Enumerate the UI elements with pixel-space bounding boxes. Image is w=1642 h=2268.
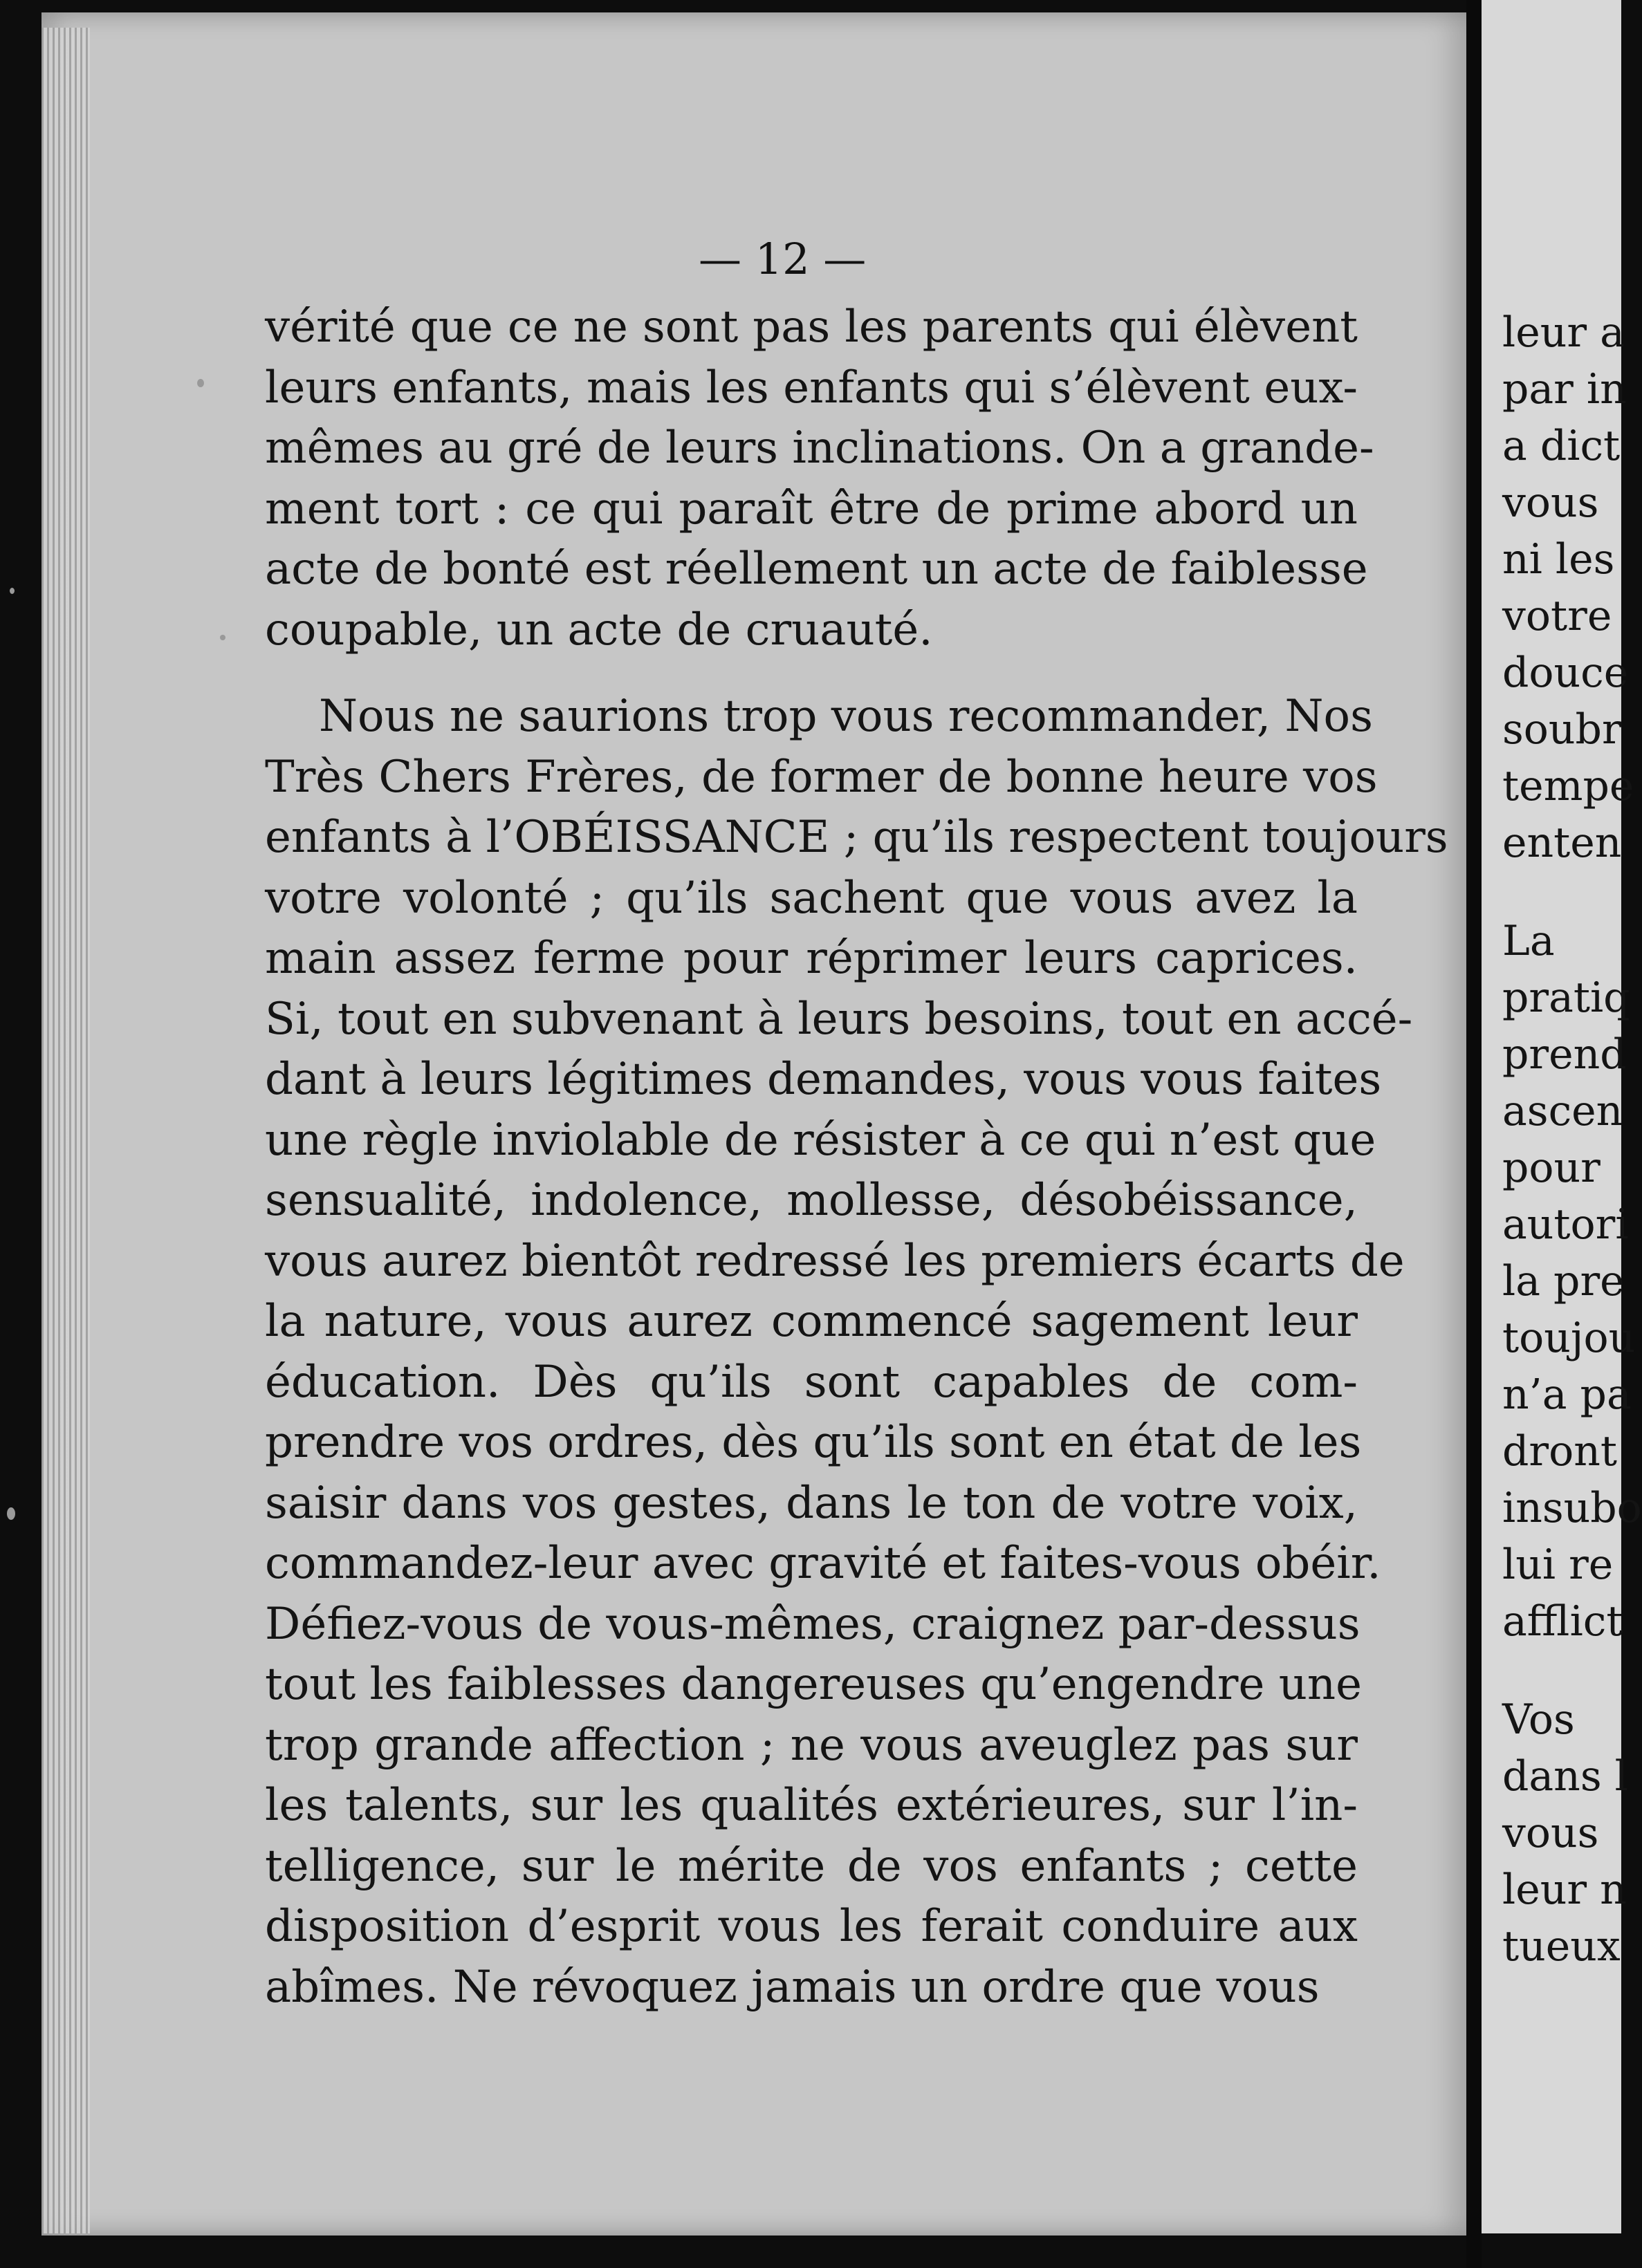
right-page-line: vous bbox=[1502, 478, 1599, 527]
text-line: commandez-leur avec gravité et faites-vous obéir. bbox=[265, 1538, 1381, 1589]
right-page-line: leur n bbox=[1502, 1866, 1627, 1914]
text-line: votre volonté ; qu’ils sachent que vous avez la bbox=[265, 872, 1358, 924]
text-line: les talents, sur les qualités extérieures, sur l’in- bbox=[265, 1780, 1358, 1831]
text-line: prendre vos ordres, dès qu’ils sont en état de les bbox=[265, 1417, 1362, 1468]
right-page-line: ascen bbox=[1502, 1087, 1623, 1135]
paragraph-gap bbox=[1502, 871, 1642, 913]
text-line: saisir dans vos gestes, dans le ton de votre voix, bbox=[265, 1477, 1358, 1529]
text-line: acte de bonté est réellement un acte de faiblesse bbox=[265, 543, 1368, 595]
right-page-line: dans l bbox=[1502, 1752, 1628, 1801]
right-page-line: enten bbox=[1502, 819, 1622, 867]
paragraph bbox=[265, 687, 1448, 2018]
text-line: abîmes. Ne révoquez jamais un ordre que vous bbox=[265, 1961, 1320, 2013]
book-gutter bbox=[1466, 0, 1482, 2268]
text-line: la nature, vous aurez commencé sagement leur bbox=[265, 1296, 1358, 1347]
text-line: trop grande affection ; ne vous aveuglez pas sur bbox=[265, 1719, 1358, 1771]
text-line: tout les faiblesses dangereuses qu’engendre une bbox=[265, 1659, 1362, 1710]
right-page-line: insubo bbox=[1502, 1484, 1642, 1532]
text-line: une règle inviolable de résister à ce qui n’est que bbox=[265, 1114, 1376, 1166]
text-line: leurs enfants, mais les enfants qui s’élèvent eux- bbox=[265, 362, 1358, 413]
dust-speck bbox=[10, 588, 15, 594]
right-page-line: afflict bbox=[1502, 1597, 1623, 1646]
right-page-line: leur a bbox=[1502, 308, 1625, 357]
text-line: mêmes au gré de leurs inclinations. On a grande- bbox=[265, 422, 1374, 474]
right-page bbox=[1482, 0, 1642, 2233]
right-page-line: autori bbox=[1502, 1200, 1629, 1249]
text-line: vérité que ce ne sont pas les parents qui élèvent bbox=[265, 301, 1358, 353]
text-line: coupable, un acte de cruauté. bbox=[265, 604, 933, 656]
text-line: sensualité, indolence, mollesse, désobéissance, bbox=[265, 1175, 1358, 1226]
dust-speck bbox=[7, 1507, 15, 1520]
right-page-line: lui re bbox=[1502, 1541, 1614, 1589]
text-line: vous aurez bientôt redressé les premiers écarts de bbox=[265, 1235, 1405, 1287]
right-page-line: n’a pa bbox=[1502, 1370, 1632, 1419]
right-page-line: toujou bbox=[1502, 1314, 1636, 1362]
text-line: Défiez-vous de vous-mêmes, craignez par-dessus bbox=[265, 1598, 1360, 1650]
text-line: Nous ne saurions trop vous recommander, Nos bbox=[319, 691, 1373, 742]
text-line: Si, tout en subvenant à leurs besoins, tout en accé- bbox=[265, 993, 1413, 1045]
right-page-text bbox=[1502, 304, 1642, 1975]
right-page-line: tueux bbox=[1502, 1922, 1621, 1971]
right-page-line: par in bbox=[1502, 365, 1627, 413]
right-page-line: la pre bbox=[1502, 1257, 1625, 1305]
right-page-line: soubr bbox=[1502, 705, 1622, 754]
right-page-line: prend bbox=[1502, 1030, 1627, 1079]
right-page-line: pour bbox=[1502, 1144, 1601, 1192]
text-line: disposition d’esprit vous les ferait conduire aux bbox=[265, 1901, 1358, 1952]
text-line: ment tort : ce qui paraît être de prime abord un bbox=[265, 483, 1358, 535]
text-line: enfants à l’OBÉISSANCE ; qu’ils respectent toujours bbox=[265, 812, 1448, 863]
right-page-line: ni les bbox=[1502, 535, 1615, 584]
paragraph bbox=[265, 297, 1374, 660]
text-line: main assez ferme pour réprimer leurs caprices. bbox=[265, 933, 1358, 984]
scanned-book-spread: — 12 — vérité que ce ne sont pas les parents qui élèvent leurs enfants, mais les enfants qui s’élèvent eux- mêmes au gré de leurs inclinations. On a grande- ment tort : ce qui paraît être de prime abord un acte de bonté est réellement un acte de faiblesse coupable, un acte de cruauté. Nous ne saurions trop vous recommander, Nos Très Chers Frères, de former de bonne heure vos enfants à l’OBÉISSANCE ; qu’ils respectent toujours votre volonté ; qu’ils sachent que vous avez la main assez ferme pour réprimer leurs caprices. Si, tout en subvenant à leurs besoins, tout en accé- dant à leurs légitimes demandes, vous vous faites une règle inviolable de résister à ce qui n’est que sensualité, indolence, mollesse, désobéissance, vous aurez bientôt redressé les premiers écarts de la nature, vous aurez commencé sagement leur éducation. Dès qu’ils sont capables de com- prendre vos ordres, dès qu’ils sont en état de les saisir dans vos gestes, dans le ton de votre voix, commandez-leur avec gravité et faites-vous obéir. Défiez-vous de vous-mêmes, craignez par-dessus tout les faiblesses dangereuses qu’engendre une trop grande affection ; ne vous aveuglez pas sur les talents, sur les qualités extérieures, sur l’in- telligence, sur le mérite de vos enfants ; cette disposition d’esprit vous les ferait conduire aux abîmes. Ne révoquez jamais un ordre que vous leur a par in a dict vous ni les votre douce soubr tempe enten La pratiq prend ascen pour autori la pre toujou n’a pa dront insubo lui re afflict Vos dans l vous leur n tueux bbox=[0, 0, 1621, 2268]
right-page-line: a dict bbox=[1502, 422, 1621, 470]
right-page-line: votre bbox=[1502, 592, 1612, 640]
right-page-line: douce bbox=[1502, 649, 1629, 697]
text-line: dant à leurs légitimes demandes, vous vous faites bbox=[265, 1054, 1382, 1105]
text-line: éducation. Dès qu’ils sont capables de com- bbox=[265, 1356, 1358, 1408]
page-edges bbox=[41, 28, 90, 2233]
text-line: telligence, sur le mérite de vos enfants ; cette bbox=[265, 1840, 1358, 1892]
right-page-line: vous bbox=[1502, 1809, 1599, 1857]
text-line: Très Chers Frères, de former de bonne heure vos bbox=[265, 751, 1378, 803]
dust-speck bbox=[197, 379, 204, 387]
main-text-block bbox=[265, 297, 1448, 2018]
right-page-line: dront bbox=[1502, 1427, 1617, 1476]
right-page-line: Vos bbox=[1502, 1695, 1575, 1744]
right-page-line: pratiq bbox=[1502, 974, 1630, 1022]
right-page-line: La bbox=[1502, 917, 1555, 965]
right-page-line: tempe bbox=[1502, 762, 1634, 810]
dust-speck bbox=[220, 635, 225, 640]
paragraph-gap bbox=[1502, 1650, 1642, 1691]
